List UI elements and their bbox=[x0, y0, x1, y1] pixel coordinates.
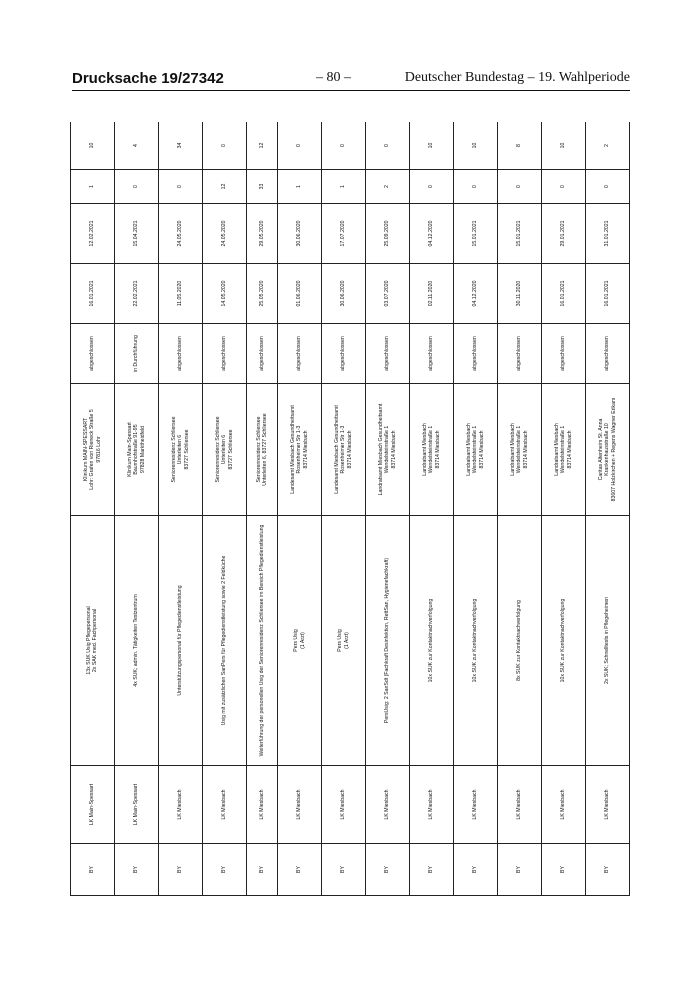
cell-count-2: 2 bbox=[585, 122, 629, 170]
publisher: Deutscher Bundestag – 19. Wahlperiode bbox=[404, 70, 630, 85]
page-number: – 80 – bbox=[316, 70, 351, 85]
cell-massnahme: 10x SUK zur Kontaktnachverfolgung bbox=[541, 516, 585, 766]
cell-land: BY bbox=[366, 844, 410, 896]
table-row bbox=[278, 122, 322, 896]
table-row bbox=[246, 122, 277, 896]
cell-ende: 29.01.2021 bbox=[541, 204, 585, 264]
cell-count-2: 10 bbox=[71, 122, 115, 170]
page-header bbox=[72, 70, 630, 91]
cell-landkreis: LK Miesbach bbox=[202, 766, 246, 844]
cell-beginn: 16.01.2021 bbox=[71, 264, 115, 324]
cell-massnahme: Weiterführung der personellen Usig der Seniorenresidenz Schliersee im Bereich Pflegedienstleistung bbox=[246, 516, 277, 766]
document-number: Drucksache 19/27342 bbox=[72, 70, 224, 87]
cell-count-2: 0 bbox=[202, 122, 246, 170]
cell-einrichtung: Caritas Altenheim St. Anna Krankenhausstraße 10 83607 Holzkirchen + Regens Wagner Erlkam bbox=[585, 384, 629, 516]
cell-massnahme: 4x SUK; admin. Tätigkeiten Testzentrum bbox=[114, 516, 158, 766]
cell-count-2: 12 bbox=[246, 122, 277, 170]
table-row bbox=[114, 122, 158, 896]
table-row bbox=[410, 122, 454, 896]
cell-land: BY bbox=[454, 844, 498, 896]
cell-landkreis: LK Main-Spessart bbox=[114, 766, 158, 844]
cell-ende: 24.05.2020 bbox=[158, 204, 202, 264]
cell-landkreis: LK Miesbach bbox=[541, 766, 585, 844]
cell-massnahme: Pers Usig (1 Arzt) bbox=[278, 516, 322, 766]
cell-count-1: 0 bbox=[541, 170, 585, 204]
cell-einrichtung: Klinikum MAIN-SPESSART Lohr: Grafen von Rieneck Straße 5 97816 Lohr bbox=[71, 384, 115, 516]
cell-massnahme: Usig mit zusätzlichen SanPers für Pflegedienstleistung sowie 2 Feldküche bbox=[202, 516, 246, 766]
table-row bbox=[158, 122, 202, 896]
cell-count-1: 1 bbox=[322, 170, 366, 204]
cell-land: BY bbox=[71, 844, 115, 896]
cell-massnahme: 10x SUK zur Kontaktnachverfolgung bbox=[454, 516, 498, 766]
cell-status: abgeschlossen bbox=[410, 324, 454, 384]
deployment-table bbox=[70, 122, 630, 896]
cell-landkreis: LK Miesbach bbox=[497, 766, 541, 844]
cell-massnahme: 10x SUK zur Kontaktnachverfolgung bbox=[410, 516, 454, 766]
cell-land: BY bbox=[410, 844, 454, 896]
cell-massnahme: 8x SUK zur Kontaktnachverfolgung bbox=[497, 516, 541, 766]
cell-status: abgeschlossen bbox=[541, 324, 585, 384]
cell-count-2: 0 bbox=[278, 122, 322, 170]
table-row bbox=[202, 122, 246, 896]
cell-status: abgeschlossen bbox=[246, 324, 277, 384]
cell-land: BY bbox=[278, 844, 322, 896]
cell-count-2: 34 bbox=[158, 122, 202, 170]
table-row bbox=[322, 122, 366, 896]
cell-count-1: 33 bbox=[246, 170, 277, 204]
cell-count-1: 12 bbox=[202, 170, 246, 204]
table-row bbox=[454, 122, 498, 896]
cell-ende: 30.06.2020 bbox=[278, 204, 322, 264]
cell-status: abgeschlossen bbox=[366, 324, 410, 384]
cell-landkreis: LK Miesbach bbox=[246, 766, 277, 844]
cell-status: abgeschlossen bbox=[202, 324, 246, 384]
cell-count-2: 10 bbox=[410, 122, 454, 170]
cell-ende: 17.07.2020 bbox=[322, 204, 366, 264]
cell-massnahme: Unterstützungspersonal für Pflegedienstleistung bbox=[158, 516, 202, 766]
table-row bbox=[71, 122, 115, 896]
cell-landkreis: LK Miesbach bbox=[322, 766, 366, 844]
cell-beginn: 04.12.2020 bbox=[454, 264, 498, 324]
cell-status: abgeschlossen bbox=[454, 324, 498, 384]
cell-ende: 31.01.2021 bbox=[585, 204, 629, 264]
cell-landkreis: LK Miesbach bbox=[366, 766, 410, 844]
table-row bbox=[366, 122, 410, 896]
cell-count-1: 0 bbox=[585, 170, 629, 204]
cell-count-1: 0 bbox=[410, 170, 454, 204]
cell-beginn: 30.06.2020 bbox=[322, 264, 366, 324]
cell-count-1: 0 bbox=[158, 170, 202, 204]
cell-count-1: 1 bbox=[278, 170, 322, 204]
cell-beginn: 11.05.2020 bbox=[158, 264, 202, 324]
cell-count-2: 10 bbox=[541, 122, 585, 170]
cell-beginn: 22.02.2021 bbox=[114, 264, 158, 324]
cell-count-2: 8 bbox=[497, 122, 541, 170]
cell-massnahme: PersUsig: 2 SanSdt (Fachkraft Desinfektion, RettSan, Hygienefachkraft) bbox=[366, 516, 410, 766]
cell-beginn: 16.01.2021 bbox=[541, 264, 585, 324]
cell-massnahme: 2x SUK; Schnelltests in Pflegeheimen bbox=[585, 516, 629, 766]
cell-count-2: 0 bbox=[322, 122, 366, 170]
cell-count-2: 0 bbox=[366, 122, 410, 170]
cell-beginn: 14.05.2020 bbox=[202, 264, 246, 324]
cell-ende: 24.05.2020 bbox=[202, 204, 246, 264]
cell-ende: 15.01.2021 bbox=[497, 204, 541, 264]
cell-einrichtung: Landratsamt Miesbach Gesundheitsamt Wendelsteinstraße 1 83714 Miesbach bbox=[366, 384, 410, 516]
cell-beginn: 30.11.2020 bbox=[497, 264, 541, 324]
cell-status: in Durchführung bbox=[114, 324, 158, 384]
cell-status: abgeschlossen bbox=[158, 324, 202, 384]
cell-status: abgeschlossen bbox=[585, 324, 629, 384]
cell-beginn: 01.06.2020 bbox=[278, 264, 322, 324]
cell-einrichtung: Klinikum Main-Spessart Baumhofstraße 91-95 97828 Marktheidfeld bbox=[114, 384, 158, 516]
cell-einrichtung: Landratsamt Miesbach Wendelsteinstraße 1 83714 Miesbach bbox=[497, 384, 541, 516]
cell-ende: 15.01.2021 bbox=[454, 204, 498, 264]
cell-beginn: 25.05.2020 bbox=[246, 264, 277, 324]
cell-land: BY bbox=[158, 844, 202, 896]
cell-count-2: 4 bbox=[114, 122, 158, 170]
cell-landkreis: LK Miesbach bbox=[585, 766, 629, 844]
cell-einrichtung: Seniorenresidenz Schliersee Unterleiten 6, 83727 Schliersee bbox=[246, 384, 277, 516]
table-row bbox=[541, 122, 585, 896]
cell-count-1: 2 bbox=[366, 170, 410, 204]
cell-landkreis: LK Main-Spessart bbox=[71, 766, 115, 844]
cell-beginn: 03.07.2020 bbox=[366, 264, 410, 324]
cell-ende: 15.04.2021 bbox=[114, 204, 158, 264]
cell-count-1: 1 bbox=[71, 170, 115, 204]
cell-einrichtung: Seniorenresidenz Schliersee Unterleiten 6 83727 Schliersee bbox=[202, 384, 246, 516]
cell-einrichtung: Landratsamt Miesbach Wendelsteinstraße 1 83714 Miesbach bbox=[454, 384, 498, 516]
cell-count-1: 0 bbox=[454, 170, 498, 204]
cell-beginn: 16.01.2021 bbox=[585, 264, 629, 324]
cell-einrichtung: Landratsamt Miesbach Wendelsteinstraße 1 83714 Miesbach bbox=[410, 384, 454, 516]
cell-landkreis: LK Miesbach bbox=[278, 766, 322, 844]
cell-land: BY bbox=[322, 844, 366, 896]
cell-status: abgeschlossen bbox=[497, 324, 541, 384]
cell-land: BY bbox=[497, 844, 541, 896]
cell-land: BY bbox=[246, 844, 277, 896]
cell-landkreis: LK Miesbach bbox=[158, 766, 202, 844]
cell-landkreis: LK Miesbach bbox=[410, 766, 454, 844]
cell-status: abgeschlossen bbox=[71, 324, 115, 384]
cell-land: BY bbox=[541, 844, 585, 896]
cell-ende: 12.02.2021 bbox=[71, 204, 115, 264]
cell-land: BY bbox=[585, 844, 629, 896]
cell-land: BY bbox=[114, 844, 158, 896]
cell-einrichtung: Landesamt Miesbach Gesundheitsamt Rosenheimer Str 1-3 83714 Miesbach bbox=[322, 384, 366, 516]
cell-land: BY bbox=[202, 844, 246, 896]
table-container bbox=[70, 122, 630, 896]
cell-count-1: 0 bbox=[497, 170, 541, 204]
table-row bbox=[497, 122, 541, 896]
cell-einrichtung: Seniorenresidenz Schliersee Unterleiten 6 83727 Schliersee bbox=[158, 384, 202, 516]
cell-landkreis: LK Miesbach bbox=[454, 766, 498, 844]
cell-status: abgeschlossen bbox=[322, 324, 366, 384]
cell-ende: 04.12.2020 bbox=[410, 204, 454, 264]
cell-ende: 29.05.2020 bbox=[246, 204, 277, 264]
cell-massnahme: 13x SUK Usig Pflegepersonal 2x SAK med. Fachpersonal bbox=[71, 516, 115, 766]
cell-status: abgeschlossen bbox=[278, 324, 322, 384]
cell-massnahme: Pers Usig (1 Arzt) bbox=[322, 516, 366, 766]
cell-beginn: 02.11.2020 bbox=[410, 264, 454, 324]
cell-ende: 25.09.2020 bbox=[366, 204, 410, 264]
cell-count-1: 0 bbox=[114, 170, 158, 204]
cell-count-2: 10 bbox=[454, 122, 498, 170]
cell-einrichtung: Landratsamt Miesbach Wendelsteinstraße 1 83714 Miesbach bbox=[541, 384, 585, 516]
table-row bbox=[585, 122, 629, 896]
cell-einrichtung: Landesamt Miesbach Gesundheitsamt Rosenheimer Str 1-3 83714 Miesbach bbox=[278, 384, 322, 516]
